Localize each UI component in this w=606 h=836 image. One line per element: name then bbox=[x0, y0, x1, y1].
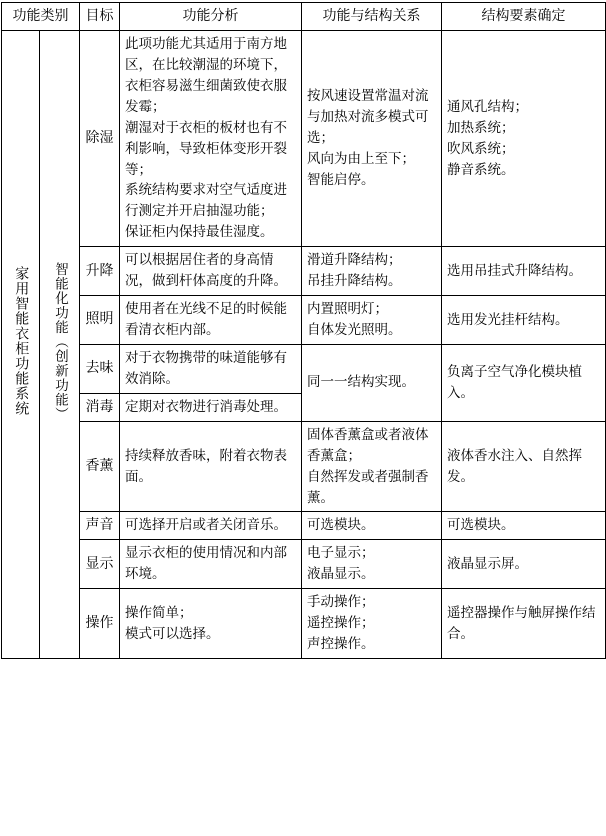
goal-cell: 除湿 bbox=[80, 31, 120, 247]
structure-cell: 液体香水注入、自然挥发。 bbox=[442, 421, 606, 512]
goal-cell: 照明 bbox=[80, 296, 120, 345]
table-row bbox=[2, 589, 606, 659]
function-analysis-table bbox=[1, 2, 606, 659]
table-row bbox=[2, 31, 606, 247]
table-row bbox=[2, 247, 606, 296]
header-analysis: 功能分析 bbox=[120, 3, 302, 31]
goal-group-label: 智能化功能（创新功能） bbox=[51, 261, 68, 422]
goal-cell: 香薰 bbox=[80, 421, 120, 512]
header-structure: 结构要素确定 bbox=[442, 3, 606, 31]
analysis-cell: 操作简单； 模式可以选择。 bbox=[120, 589, 302, 659]
relation-cell: 滑道升降结构； 吊挂升降结构。 bbox=[302, 247, 442, 296]
category-label: 家用智能衣柜功能系统 bbox=[13, 266, 30, 417]
goal-cell: 去味 bbox=[80, 344, 120, 393]
relation-cell: 可选模块。 bbox=[302, 512, 442, 540]
goal-cell: 显示 bbox=[80, 540, 120, 589]
structure-cell: 选用发光挂杆结构。 bbox=[442, 296, 606, 345]
header-goal: 目标 bbox=[80, 3, 120, 31]
goal-cell: 消毒 bbox=[80, 393, 120, 421]
table-header-row bbox=[2, 3, 606, 31]
analysis-cell: 持续释放香味，附着衣物表面。 bbox=[120, 421, 302, 512]
analysis-cell: 使用者在光线不足的时候能看清衣柜内部。 bbox=[120, 296, 302, 345]
table-row bbox=[2, 344, 606, 393]
analysis-cell: 此项功能尤其适用于南方地区，在比较潮湿的环境下，衣柜容易滋生细菌致使衣服发霉； 潮湿对于衣柜的板材也有不利影响，导致柜体变形开裂等； 系统结构要求对空气适度进行测定并开启抽湿功能； 保证柜内保持最佳湿度。 bbox=[120, 31, 302, 247]
structure-cell: 液晶显示屏。 bbox=[442, 540, 606, 589]
relation-cell: 内置照明灯； 自体发光照明。 bbox=[302, 296, 442, 345]
table-row bbox=[2, 512, 606, 540]
table-row bbox=[2, 540, 606, 589]
relation-cell: 固体香薰盒或者液体香薰盒； 自然挥发或者强制香薰。 bbox=[302, 421, 442, 512]
relation-cell: 电子显示； 液晶显示。 bbox=[302, 540, 442, 589]
goal-group-cell bbox=[40, 31, 80, 659]
analysis-cell: 可以根据居住者的身高情况，做到杆体高度的升降。 bbox=[120, 247, 302, 296]
relation-cell: 按风速设置常温对流与加热对流多模式可选； 风向为由上至下； 智能启停。 bbox=[302, 31, 442, 247]
table-row bbox=[2, 296, 606, 345]
table-row bbox=[2, 421, 606, 512]
structure-cell: 遥控器操作与触屏操作结合。 bbox=[442, 589, 606, 659]
structure-cell: 负离子空气净化模块植入。 bbox=[442, 344, 606, 421]
structure-cell: 可选模块。 bbox=[442, 512, 606, 540]
analysis-cell: 显示衣柜的使用情况和内部环境。 bbox=[120, 540, 302, 589]
analysis-cell: 可选择开启或者关闭音乐。 bbox=[120, 512, 302, 540]
relation-cell: 同一一结构实现。 bbox=[302, 344, 442, 421]
analysis-cell: 定期对衣物进行消毒处理。 bbox=[120, 393, 302, 421]
analysis-cell: 对于衣物携带的味道能够有效消除。 bbox=[120, 344, 302, 393]
header-category: 功能类别 bbox=[2, 3, 80, 31]
goal-cell: 升降 bbox=[80, 247, 120, 296]
goal-cell: 声音 bbox=[80, 512, 120, 540]
structure-cell: 通风孔结构； 加热系统； 吹风系统； 静音系统。 bbox=[442, 31, 606, 247]
relation-cell: 手动操作； 遥控操作； 声控操作。 bbox=[302, 589, 442, 659]
goal-cell: 操作 bbox=[80, 589, 120, 659]
category-cell bbox=[2, 31, 40, 659]
header-relation: 功能与结构关系 bbox=[302, 3, 442, 31]
structure-cell: 选用吊挂式升降结构。 bbox=[442, 247, 606, 296]
